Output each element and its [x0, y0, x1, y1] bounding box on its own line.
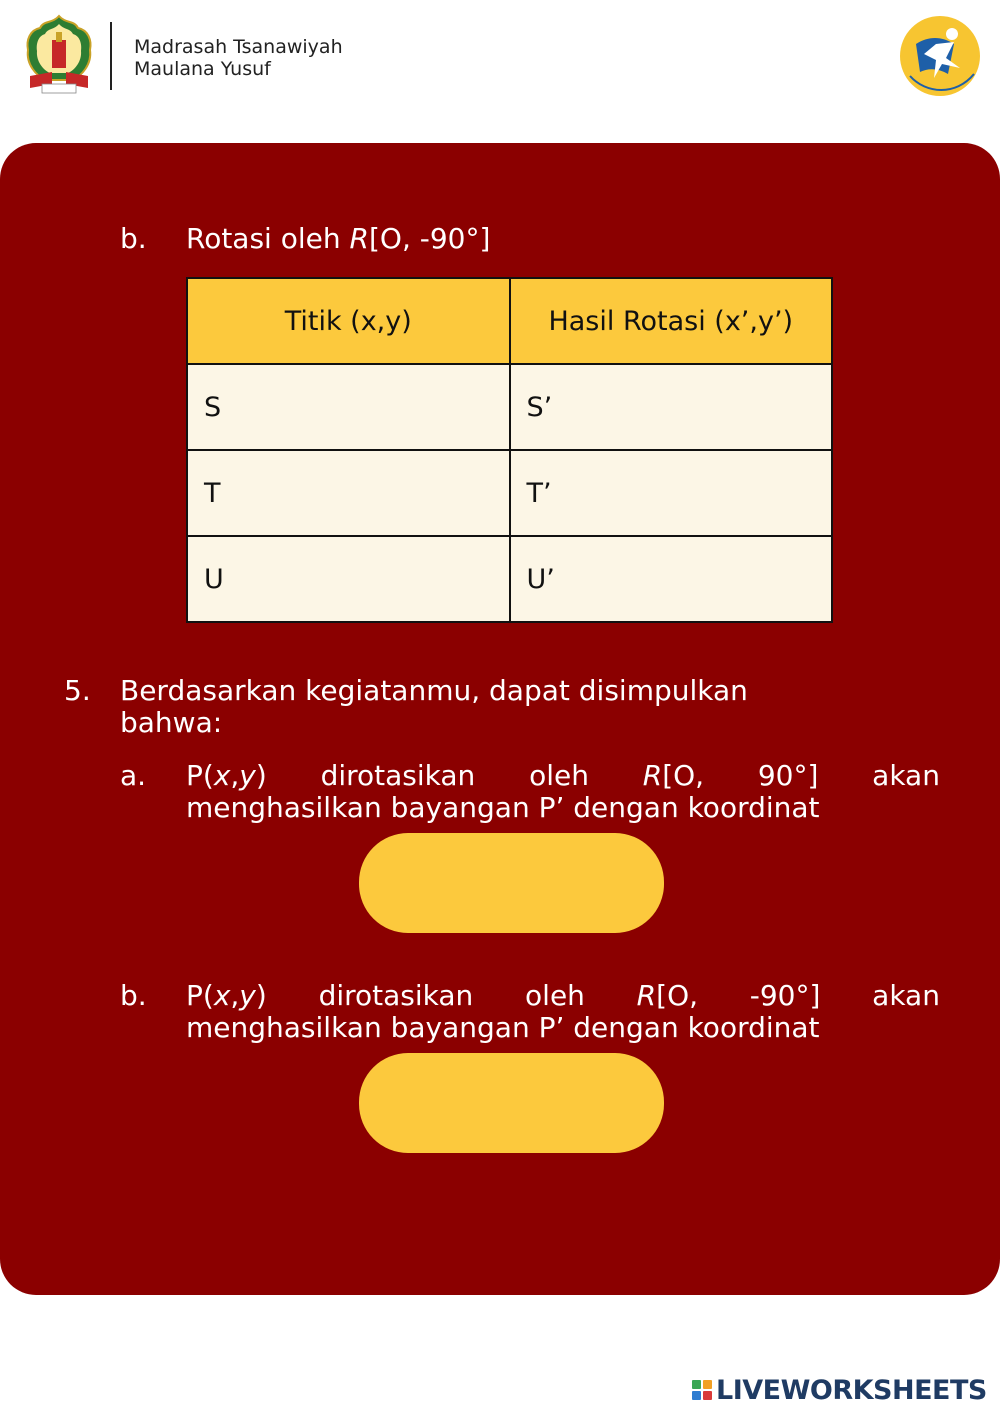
rotation-var: R	[636, 979, 657, 1012]
question5-line2: bahwa:	[120, 706, 223, 739]
table-row	[187, 536, 832, 622]
question5-line1: Berdasarkan kegiatanmu, dapat disimpulkan	[120, 674, 748, 707]
item-b-word-rotated: dirotasikan	[318, 979, 474, 1012]
table-row	[187, 450, 832, 536]
school-emblem-icon	[22, 14, 96, 96]
rotation-center: [O,	[662, 759, 705, 792]
table-cell-result: S’	[510, 364, 833, 450]
question5-number: 5.	[64, 674, 91, 707]
section-b-title-prefix: Rotasi oleh	[186, 222, 350, 255]
item-a-angle: 90°]	[757, 759, 819, 792]
point-y: y	[239, 979, 256, 1012]
table-header-row	[187, 278, 832, 364]
table-cell-result: T’	[510, 450, 833, 536]
liveworksheets-icon	[692, 1380, 712, 1400]
answer-input-a[interactable]	[359, 833, 664, 933]
item-b-marker: b.	[120, 979, 147, 1012]
table-row	[187, 364, 832, 450]
table-header-result: Hasil Rotasi (x’,y’)	[510, 278, 833, 364]
item-a-rotation	[643, 760, 704, 792]
answer-input-b[interactable]	[359, 1053, 664, 1153]
section-b-marker: b.	[120, 222, 147, 255]
school-name-line1: Madrasah Tsanawiyah	[134, 36, 343, 58]
point-open: P(	[186, 979, 214, 1012]
table-header-point: Titik (x,y)	[187, 278, 510, 364]
rotation-table	[186, 277, 833, 623]
section-b-title-var: R	[349, 222, 369, 255]
header-divider	[110, 22, 112, 90]
section-b-title	[186, 223, 490, 255]
point-comma: ,	[230, 759, 240, 792]
point-x: x	[213, 979, 231, 1012]
item-b-word-will: akan	[872, 979, 940, 1012]
point-y: y	[239, 759, 256, 792]
section-b-title-suffix: [O, -90°]	[368, 222, 491, 255]
item-a-line1	[186, 760, 940, 792]
item-a-marker: a.	[120, 759, 147, 792]
liveworksheets-brand: LIVEWORKSHEETS	[716, 1374, 987, 1406]
school-name	[134, 36, 343, 80]
point-x: x	[213, 759, 231, 792]
table-cell-result: U’	[510, 536, 833, 622]
item-a-word-rotated: dirotasikan	[320, 759, 476, 792]
table-cell-point: U	[187, 536, 510, 622]
item-b-point	[186, 980, 267, 1012]
item-b-rotation	[637, 980, 698, 1012]
school-name-line2: Maulana Yusuf	[134, 58, 271, 80]
item-b-line1	[186, 980, 940, 1012]
point-open: P(	[186, 759, 214, 792]
item-a-word-will: akan	[872, 759, 940, 792]
item-a-point	[186, 760, 267, 792]
rotation-var: R	[642, 759, 663, 792]
item-a-text	[186, 760, 940, 824]
item-b-text	[186, 980, 940, 1044]
rotation-center: [O,	[656, 979, 699, 1012]
point-close: )	[255, 759, 267, 792]
point-comma: ,	[230, 979, 240, 1012]
item-a-line2: menghasilkan bayangan P’ dengan koordinat	[186, 791, 820, 824]
liveworksheets-logo[interactable]	[692, 1374, 987, 1406]
item-b-word-by: oleh	[525, 979, 585, 1012]
item-a-word-by: oleh	[529, 759, 589, 792]
item-b-line2: menghasilkan bayangan P’ dengan koordinat	[186, 1011, 820, 1044]
kurikulum-2013-icon	[896, 14, 984, 100]
table-cell-point: T	[187, 450, 510, 536]
table-cell-point: S	[187, 364, 510, 450]
point-close: )	[255, 979, 267, 1012]
item-b-angle: -90°]	[749, 979, 821, 1012]
page-header	[0, 0, 1000, 130]
